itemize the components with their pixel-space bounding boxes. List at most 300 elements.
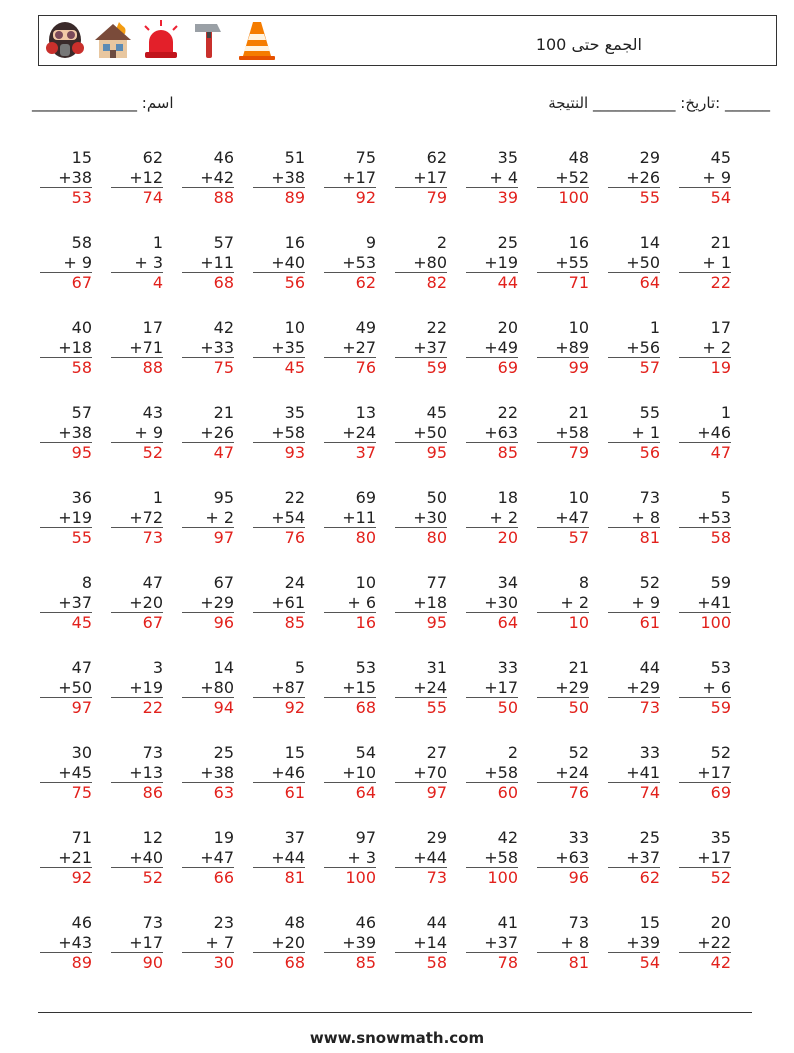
addend-top: 1 <box>152 233 163 252</box>
addition-problem <box>182 318 248 403</box>
sum-answer: 39 <box>497 188 518 207</box>
addend-bottom: +30 <box>466 593 518 614</box>
addend-top: 21 <box>568 658 589 677</box>
addend-top: 37 <box>284 828 305 847</box>
addition-problem <box>608 573 674 658</box>
addend-top: 36 <box>71 488 92 507</box>
addend-top: 5 <box>294 658 305 677</box>
addend-top: 27 <box>426 743 447 762</box>
addend-bottom: +19 <box>40 508 92 529</box>
addition-problem <box>324 828 390 913</box>
sum-answer: 97 <box>213 528 234 547</box>
problem-row <box>40 573 771 658</box>
addend-top: 44 <box>639 658 660 677</box>
addend-top: 30 <box>71 743 92 762</box>
addend-bottom: +18 <box>395 593 447 614</box>
addition-problem <box>608 828 674 913</box>
sum-answer: 50 <box>497 698 518 717</box>
sum-answer: 81 <box>284 868 305 887</box>
addition-problem <box>608 488 674 573</box>
addition-problem <box>466 658 532 743</box>
addition-problem <box>608 658 674 743</box>
addend-top: 40 <box>71 318 92 337</box>
worksheet-header <box>38 15 777 66</box>
addend-bottom: +54 <box>253 508 305 529</box>
addition-problem <box>253 318 319 403</box>
addend-bottom: +10 <box>324 763 376 784</box>
addend-top: 57 <box>71 403 92 422</box>
addition-problem <box>182 913 248 998</box>
addend-bottom: +17 <box>395 168 447 189</box>
addend-top: 22 <box>497 403 518 422</box>
addend-top: 50 <box>426 488 447 507</box>
addend-bottom: +29 <box>608 678 660 699</box>
addend-bottom: +89 <box>537 338 589 359</box>
sum-answer: 92 <box>71 868 92 887</box>
addend-bottom: + 7 <box>182 933 234 954</box>
sum-answer: 92 <box>355 188 376 207</box>
addend-bottom: +58 <box>466 848 518 869</box>
addend-bottom: +15 <box>324 678 376 699</box>
addition-problem <box>395 573 461 658</box>
addend-bottom: +14 <box>395 933 447 954</box>
addend-bottom: +11 <box>182 253 234 274</box>
addition-problem <box>111 828 177 913</box>
addend-bottom: +44 <box>253 848 305 869</box>
addition-problem <box>324 913 390 998</box>
addition-problem <box>395 743 461 828</box>
problem-row <box>40 658 771 743</box>
addend-bottom: +72 <box>111 508 163 529</box>
addend-bottom: + 2 <box>537 593 589 614</box>
addition-problem <box>679 913 745 998</box>
addend-top: 47 <box>142 573 163 592</box>
addend-bottom: +21 <box>40 848 92 869</box>
addend-top: 20 <box>497 318 518 337</box>
addend-top: 23 <box>213 913 234 932</box>
addend-top: 73 <box>142 743 163 762</box>
addend-top: 8 <box>81 573 92 592</box>
addition-problem <box>537 743 603 828</box>
addend-bottom: +37 <box>395 338 447 359</box>
sum-answer: 82 <box>426 273 447 292</box>
addition-problem <box>679 318 745 403</box>
sum-answer: 89 <box>71 953 92 972</box>
sum-answer: 89 <box>284 188 305 207</box>
sum-answer: 22 <box>710 273 731 292</box>
addend-top: 62 <box>426 148 447 167</box>
addend-top: 21 <box>213 403 234 422</box>
date-score-label: ______ :تاريخ: ___________ النتيجة <box>548 94 770 112</box>
addend-top: 1 <box>720 403 731 422</box>
addition-problem <box>537 403 603 488</box>
addition-problem <box>679 658 745 743</box>
problem-row <box>40 233 771 318</box>
addend-bottom: +17 <box>324 168 376 189</box>
addend-top: 71 <box>71 828 92 847</box>
addition-problem <box>324 743 390 828</box>
sum-answer: 99 <box>568 358 589 377</box>
addend-top: 58 <box>71 233 92 252</box>
addend-top: 42 <box>497 828 518 847</box>
addend-bottom: +61 <box>253 593 305 614</box>
gas-mask-icon <box>43 18 87 62</box>
addend-top: 73 <box>568 913 589 932</box>
addend-top: 52 <box>568 743 589 762</box>
sum-answer: 22 <box>142 698 163 717</box>
addend-top: 31 <box>426 658 447 677</box>
addend-top: 17 <box>142 318 163 337</box>
addition-problem <box>537 573 603 658</box>
addend-top: 29 <box>426 828 447 847</box>
addition-problem <box>111 573 177 658</box>
sum-answer: 76 <box>568 783 589 802</box>
addition-problem <box>537 488 603 573</box>
sum-answer: 61 <box>639 613 660 632</box>
burning-house-icon <box>91 18 135 62</box>
addition-problem <box>679 148 745 233</box>
addend-top: 22 <box>284 488 305 507</box>
addend-bottom: + 2 <box>182 508 234 529</box>
sum-answer: 90 <box>142 953 163 972</box>
sum-answer: 58 <box>710 528 731 547</box>
addition-problem <box>111 488 177 573</box>
sum-answer: 55 <box>426 698 447 717</box>
sum-answer: 93 <box>284 443 305 462</box>
sum-answer: 79 <box>568 443 589 462</box>
addition-problem <box>679 403 745 488</box>
problem-row <box>40 403 771 488</box>
addend-top: 10 <box>568 488 589 507</box>
sum-answer: 16 <box>355 613 376 632</box>
problem-row <box>40 913 771 998</box>
addend-bottom: +11 <box>324 508 376 529</box>
addend-bottom: +63 <box>537 848 589 869</box>
addend-top: 13 <box>355 403 376 422</box>
sum-answer: 85 <box>355 953 376 972</box>
addend-bottom: + 8 <box>608 508 660 529</box>
addend-top: 48 <box>568 148 589 167</box>
addend-bottom: +38 <box>40 423 92 444</box>
addition-problem <box>608 148 674 233</box>
addition-problem <box>182 148 248 233</box>
addition-problem <box>608 233 674 318</box>
sum-answer: 56 <box>639 443 660 462</box>
addition-problem <box>182 488 248 573</box>
sum-answer: 42 <box>710 953 731 972</box>
addend-bottom: +70 <box>395 763 447 784</box>
addend-bottom: +26 <box>182 423 234 444</box>
fire-axe-icon <box>187 18 231 62</box>
addition-problem <box>182 233 248 318</box>
addition-problem <box>253 148 319 233</box>
addition-problem <box>253 743 319 828</box>
addend-bottom: + 9 <box>111 423 163 444</box>
sum-answer: 54 <box>639 953 660 972</box>
sum-answer: 76 <box>355 358 376 377</box>
addend-top: 69 <box>355 488 376 507</box>
addend-bottom: +41 <box>679 593 731 614</box>
addition-problem <box>466 913 532 998</box>
addend-top: 9 <box>365 233 376 252</box>
addend-bottom: +41 <box>608 763 660 784</box>
addend-bottom: +49 <box>466 338 518 359</box>
addend-bottom: + 2 <box>466 508 518 529</box>
sum-answer: 64 <box>639 273 660 292</box>
addend-top: 15 <box>639 913 660 932</box>
addend-top: 2 <box>507 743 518 762</box>
addition-problem <box>40 573 106 658</box>
addend-bottom: + 3 <box>111 253 163 274</box>
addend-top: 1 <box>152 488 163 507</box>
addition-problem <box>395 403 461 488</box>
sum-answer: 86 <box>142 783 163 802</box>
addend-top: 55 <box>639 403 660 422</box>
addend-bottom: +50 <box>608 253 660 274</box>
sum-answer: 73 <box>639 698 660 717</box>
problem-row <box>40 318 771 403</box>
addition-problem <box>324 403 390 488</box>
addition-problem <box>679 828 745 913</box>
addition-problem <box>182 658 248 743</box>
sum-answer: 68 <box>284 953 305 972</box>
addend-top: 25 <box>639 828 660 847</box>
addition-problem <box>40 148 106 233</box>
addend-bottom: +80 <box>395 253 447 274</box>
page-title: الجمع حتى 100 <box>535 35 642 54</box>
addition-problem <box>40 403 106 488</box>
addend-bottom: +22 <box>679 933 731 954</box>
addend-top: 3 <box>152 658 163 677</box>
addend-bottom: +37 <box>608 848 660 869</box>
addend-top: 19 <box>213 828 234 847</box>
addend-top: 41 <box>497 913 518 932</box>
sum-answer: 97 <box>71 698 92 717</box>
sum-answer: 80 <box>355 528 376 547</box>
addend-top: 21 <box>710 233 731 252</box>
addend-bottom: +50 <box>395 423 447 444</box>
sum-answer: 63 <box>213 783 234 802</box>
addend-bottom: +40 <box>253 253 305 274</box>
addend-bottom: +50 <box>40 678 92 699</box>
sum-answer: 37 <box>355 443 376 462</box>
addition-problem <box>466 743 532 828</box>
addition-problem <box>40 318 106 403</box>
addition-problem <box>608 403 674 488</box>
sum-answer: 85 <box>284 613 305 632</box>
addend-bottom: +47 <box>537 508 589 529</box>
addend-bottom: + 1 <box>608 423 660 444</box>
sum-answer: 59 <box>426 358 447 377</box>
addition-problem <box>537 233 603 318</box>
addend-bottom: +56 <box>608 338 660 359</box>
addend-top: 17 <box>710 318 731 337</box>
addition-problem <box>466 233 532 318</box>
addition-problem <box>679 233 745 318</box>
addend-bottom: +38 <box>253 168 305 189</box>
addend-bottom: + 2 <box>679 338 731 359</box>
addend-top: 35 <box>497 148 518 167</box>
addition-problem <box>395 913 461 998</box>
addend-bottom: +39 <box>608 933 660 954</box>
sum-answer: 79 <box>426 188 447 207</box>
sum-answer: 68 <box>213 273 234 292</box>
addend-top: 35 <box>284 403 305 422</box>
addend-bottom: + 9 <box>40 253 92 274</box>
addend-top: 16 <box>284 233 305 252</box>
addend-top: 20 <box>710 913 731 932</box>
addend-top: 1 <box>649 318 660 337</box>
sum-answer: 88 <box>213 188 234 207</box>
sum-answer: 66 <box>213 868 234 887</box>
addition-problem <box>40 488 106 573</box>
addend-top: 73 <box>142 913 163 932</box>
addend-top: 24 <box>284 573 305 592</box>
sum-answer: 69 <box>710 783 731 802</box>
sum-answer: 76 <box>284 528 305 547</box>
sum-answer: 69 <box>497 358 518 377</box>
sum-answer: 53 <box>71 188 92 207</box>
sum-answer: 55 <box>639 188 660 207</box>
addition-problem <box>395 148 461 233</box>
addend-top: 35 <box>710 828 731 847</box>
addend-top: 10 <box>284 318 305 337</box>
addend-top: 15 <box>71 148 92 167</box>
sum-answer: 61 <box>284 783 305 802</box>
addend-bottom: +43 <box>40 933 92 954</box>
addend-bottom: +87 <box>253 678 305 699</box>
addition-problem <box>537 828 603 913</box>
addend-bottom: +58 <box>537 423 589 444</box>
addition-problem <box>679 573 745 658</box>
sum-answer: 80 <box>426 528 447 547</box>
addend-bottom: +24 <box>537 763 589 784</box>
sum-answer: 100 <box>345 868 376 887</box>
addend-bottom: +38 <box>182 763 234 784</box>
addend-top: 75 <box>355 148 376 167</box>
addend-top: 10 <box>568 318 589 337</box>
sum-answer: 67 <box>142 613 163 632</box>
sum-answer: 73 <box>426 868 447 887</box>
addition-problem <box>537 148 603 233</box>
addition-problem <box>253 658 319 743</box>
addend-top: 53 <box>710 658 731 677</box>
sum-answer: 57 <box>639 358 660 377</box>
addend-bottom: + 4 <box>466 168 518 189</box>
addend-top: 18 <box>497 488 518 507</box>
sum-answer: 100 <box>558 188 589 207</box>
sum-answer: 20 <box>497 528 518 547</box>
addition-problem <box>466 403 532 488</box>
sum-answer: 54 <box>710 188 731 207</box>
problem-row <box>40 743 771 828</box>
addition-problem <box>324 658 390 743</box>
addend-bottom: +33 <box>182 338 234 359</box>
addition-problem <box>111 148 177 233</box>
addend-bottom: +46 <box>679 423 731 444</box>
problem-grid <box>40 148 771 998</box>
sum-answer: 73 <box>142 528 163 547</box>
addition-problem <box>537 318 603 403</box>
addend-top: 46 <box>355 913 376 932</box>
addend-bottom: +35 <box>253 338 305 359</box>
sum-answer: 68 <box>355 698 376 717</box>
addition-problem <box>395 658 461 743</box>
sum-answer: 62 <box>355 273 376 292</box>
addend-bottom: +17 <box>466 678 518 699</box>
addend-top: 8 <box>578 573 589 592</box>
addend-bottom: +63 <box>466 423 518 444</box>
sum-answer: 78 <box>497 953 518 972</box>
addition-problem <box>679 488 745 573</box>
addend-top: 62 <box>142 148 163 167</box>
addition-problem <box>40 743 106 828</box>
footer-divider <box>38 1012 752 1013</box>
problem-row <box>40 148 771 233</box>
addend-top: 15 <box>284 743 305 762</box>
addend-bottom: +40 <box>111 848 163 869</box>
addition-problem <box>466 573 532 658</box>
addend-bottom: +29 <box>537 678 589 699</box>
addition-problem <box>608 318 674 403</box>
addition-problem <box>324 573 390 658</box>
sum-answer: 52 <box>142 868 163 887</box>
addition-problem <box>537 913 603 998</box>
sum-answer: 60 <box>497 783 518 802</box>
sum-answer: 55 <box>71 528 92 547</box>
sum-answer: 4 <box>152 273 163 292</box>
addend-top: 97 <box>355 828 376 847</box>
sum-answer: 64 <box>355 783 376 802</box>
addend-top: 42 <box>213 318 234 337</box>
addition-problem <box>679 743 745 828</box>
addend-bottom: +71 <box>111 338 163 359</box>
addend-bottom: + 3 <box>324 848 376 869</box>
addend-top: 47 <box>71 658 92 677</box>
addend-bottom: +17 <box>679 848 731 869</box>
addend-bottom: +38 <box>40 168 92 189</box>
sum-answer: 74 <box>639 783 660 802</box>
sum-answer: 58 <box>426 953 447 972</box>
addition-problem <box>466 828 532 913</box>
sum-answer: 100 <box>700 613 731 632</box>
addend-bottom: +19 <box>111 678 163 699</box>
addend-bottom: + 6 <box>324 593 376 614</box>
addend-bottom: +58 <box>466 763 518 784</box>
addition-problem <box>537 658 603 743</box>
addition-problem <box>253 913 319 998</box>
sum-answer: 10 <box>568 613 589 632</box>
addition-problem <box>182 828 248 913</box>
addend-bottom: + 8 <box>537 933 589 954</box>
addend-top: 45 <box>426 403 447 422</box>
addition-problem <box>111 403 177 488</box>
sum-answer: 45 <box>71 613 92 632</box>
addend-top: 5 <box>720 488 731 507</box>
problem-row <box>40 828 771 913</box>
sum-answer: 97 <box>426 783 447 802</box>
sum-answer: 58 <box>71 358 92 377</box>
addition-problem <box>40 658 106 743</box>
addend-bottom: +42 <box>182 168 234 189</box>
addition-problem <box>608 743 674 828</box>
addend-bottom: +12 <box>111 168 163 189</box>
addend-top: 45 <box>710 148 731 167</box>
sum-answer: 50 <box>568 698 589 717</box>
addend-bottom: +46 <box>253 763 305 784</box>
addition-problem <box>324 488 390 573</box>
addend-bottom: +13 <box>111 763 163 784</box>
